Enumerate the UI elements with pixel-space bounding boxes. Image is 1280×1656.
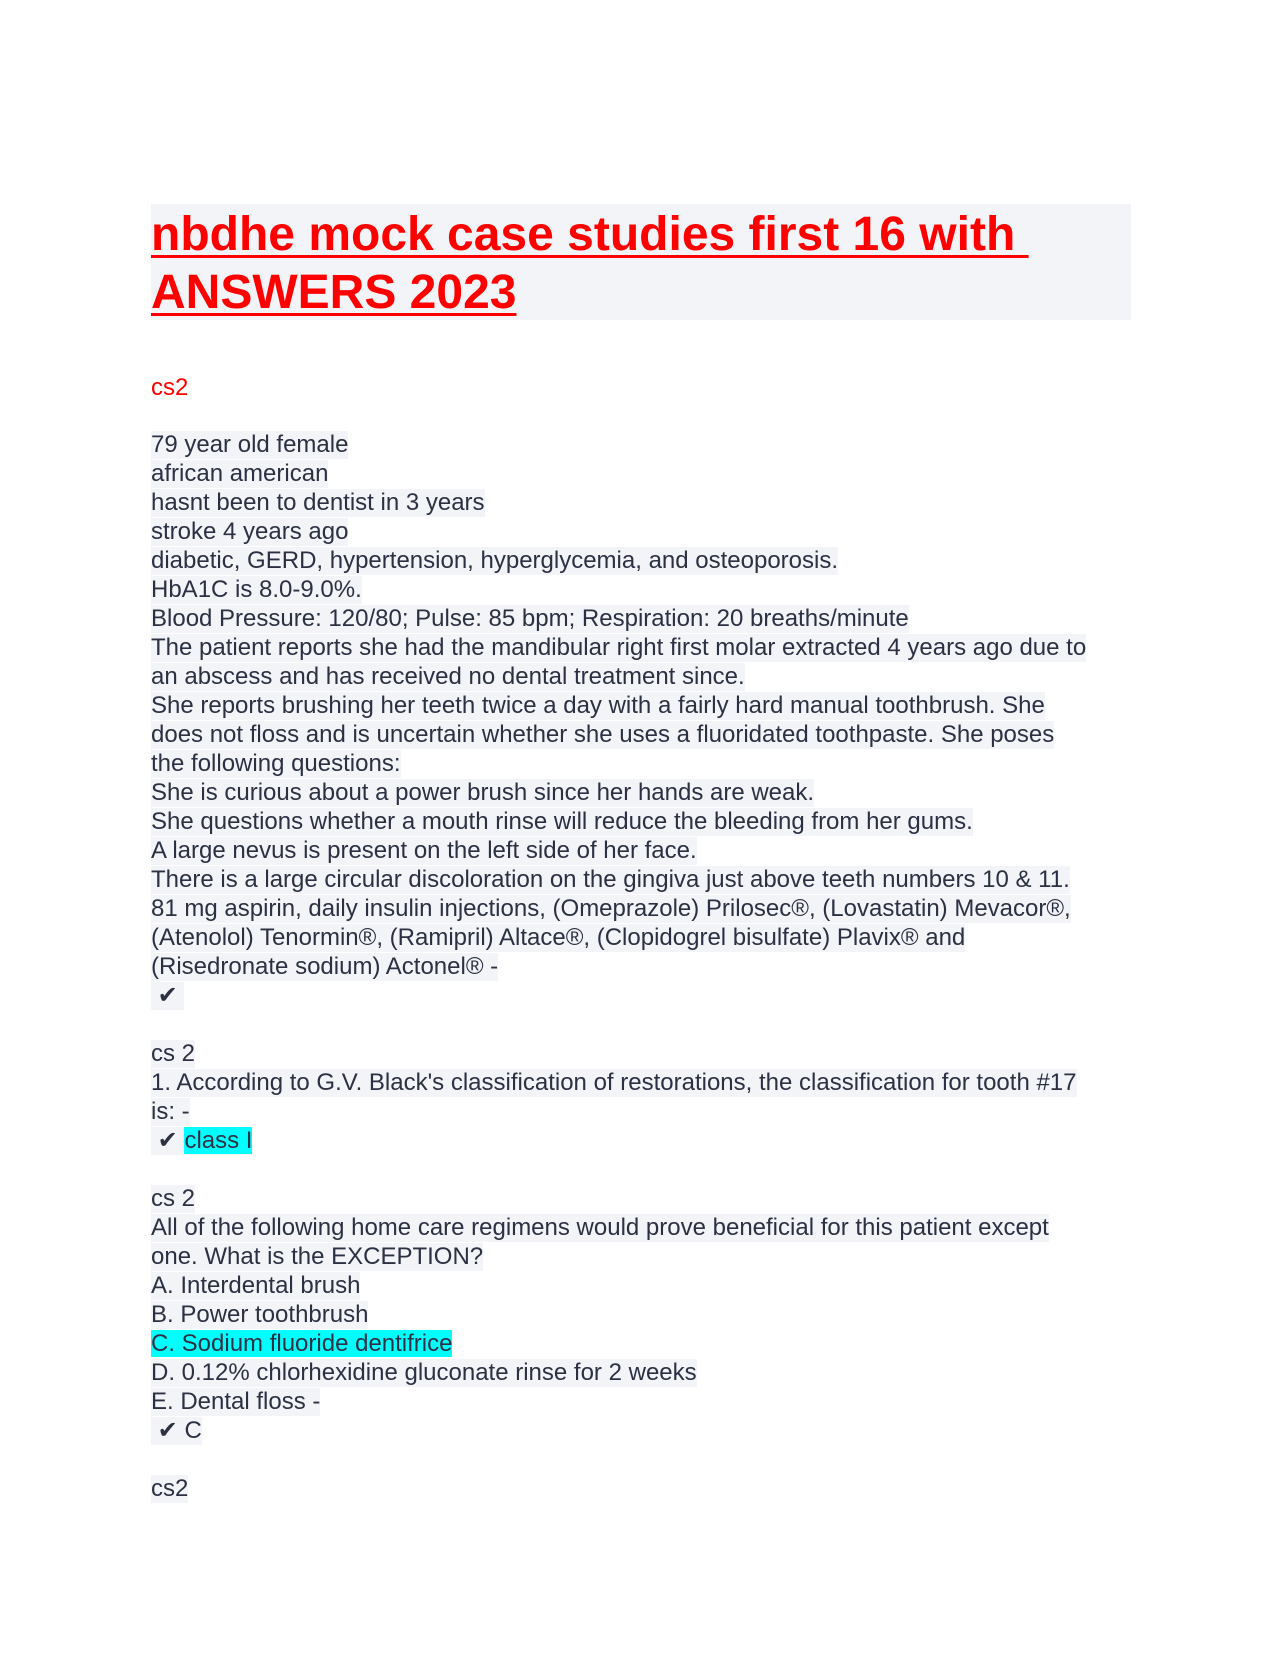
- check-icon: ✔: [157, 1417, 178, 1444]
- answer-line: [151, 1127, 252, 1155]
- next-section-label: cs2: [151, 1475, 189, 1502]
- case-line: hasnt been to dentist in 3 years: [151, 489, 485, 516]
- option-b: B. Power toothbrush: [151, 1301, 369, 1328]
- answer-line: [151, 982, 184, 1010]
- question-text: All of the following home care regimens would prove beneficial for this patient except: [151, 1214, 1049, 1241]
- case-line: She questions whether a mouth rinse will reduce the bleeding from her gums.: [151, 808, 973, 835]
- check-icon: ✔: [157, 1127, 178, 1154]
- case-line: There is a large circular discoloration on the gingiva just above teeth numbers 10 & 11.: [151, 866, 1070, 893]
- case-line: an abscess and has received no dental treatment since.: [151, 663, 745, 690]
- case-line: Blood Pressure: 120/80; Pulse: 85 bpm; Respiration: 20 breaths/minute: [151, 605, 909, 632]
- section-label: cs2: [151, 374, 189, 401]
- question-text: is: -: [151, 1098, 190, 1125]
- case-line: The patient reports she had the mandibular right first molar extracted 4 years ago due to: [151, 634, 1087, 661]
- question-label: cs 2: [151, 1040, 196, 1067]
- answer-value: C: [184, 1417, 202, 1444]
- case-line: (Atenolol) Tenormin®, (Ramipril) Altace®, (Clopidogrel bisulfate) Plavix® and: [151, 924, 966, 951]
- case-line: does not floss and is uncertain whether she uses a fluoridated toothpaste. She poses: [151, 721, 1055, 748]
- case-line: african american: [151, 460, 329, 487]
- check-icon: ✔: [157, 982, 178, 1009]
- case-line: 81 mg aspirin, daily insulin injections, (Omeprazole) Prilosec®, (Lovastatin) Mevacor®,: [151, 895, 1071, 922]
- answer-line: [151, 1417, 202, 1445]
- question-label: cs 2: [151, 1185, 196, 1212]
- case-line: (Risedronate sodium) Actonel® -: [151, 953, 499, 980]
- question-text: 1. According to G.V. Black's classification of restorations, the classification for tooth #17: [151, 1069, 1077, 1096]
- case-line: HbA1C is 8.0-9.0%.: [151, 576, 362, 603]
- case-line: A large nevus is present on the left side of her face.: [151, 837, 697, 864]
- question-text: one. What is the EXCEPTION?: [151, 1243, 484, 1270]
- case-line: She reports brushing her teeth twice a day with a fairly hard manual toothbrush. She: [151, 692, 1045, 719]
- document-title-line-1: nbdhe mock case studies first 16 with: [151, 208, 1029, 261]
- case-line: stroke 4 years ago: [151, 518, 349, 545]
- case-line: the following questions:: [151, 750, 401, 777]
- highlighted-option: C. Sodium fluoride dentifrice: [151, 1330, 453, 1357]
- option-a: A. Interdental brush: [151, 1272, 361, 1299]
- highlighted-answer: class I: [184, 1127, 253, 1154]
- case-line: She is curious about a power brush since her hands are weak.: [151, 779, 815, 806]
- option-d: D. 0.12% chlorhexidine gluconate rinse for 2 weeks: [151, 1359, 697, 1386]
- case-line: diabetic, GERD, hypertension, hyperglycemia, and osteoporosis.: [151, 547, 839, 574]
- case-line: 79 year old female: [151, 431, 349, 458]
- option-c: [151, 1330, 452, 1358]
- document-title-line-2: ANSWERS 2023: [151, 266, 517, 319]
- option-e: E. Dental floss -: [151, 1388, 321, 1415]
